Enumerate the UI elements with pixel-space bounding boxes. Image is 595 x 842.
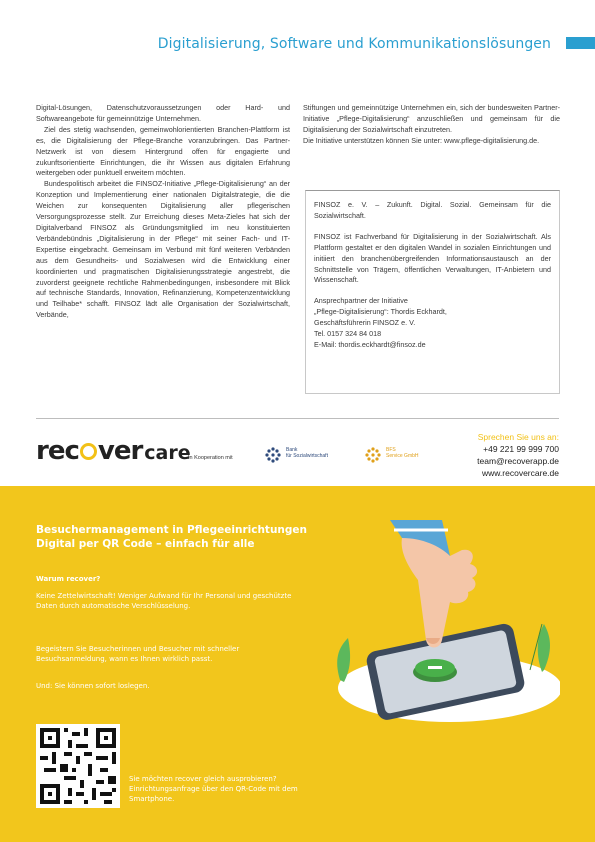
info-box-intro: FINSOZ e. V. – Zukunft. Digital. Sozial. Gemeinsam für die Sozialwirtschaft. [314,200,551,220]
contact-phone: Tel. 0157 324 84 018 [314,329,382,339]
bfs-logo-icon [364,446,382,464]
contact-heading: Sprechen Sie uns an: [477,432,559,442]
contact-website[interactable]: www.recovercare.de [481,468,559,478]
info-box-body: FINSOZ ist Fachverband für Digitalisierung in der Sozialwirtschaft. Als Plattform gestaltet er den digitalen Wandel in sozialen Einrichtungen und initiiert den branchenübergreifenden Informationsaustausch an der Schnittstelle von Trägern, öffentlichen Verwaltungen, IT-Anbietern und Wissenschaft. [314,231,551,285]
ad-paragraph: Und: Sie können sofort loslegen. [36,682,150,690]
article-right-column [303,103,560,147]
hand-smartphone-illustration [330,520,560,730]
article-paragraph: Stiftungen und gemeinnützige Unternehmen ein, sich der bundesweiten Partner-Initiative „Pflege-Digitalisierung“ anzuschließen und gemeinsam für die Digitalisierung der Sozialwirtschaft einzutreten. [303,103,560,134]
page-header-title: Digitalisierung, Software und Kommunikationslösungen [157,36,551,52]
article-paragraph: Ziel des stetig wachsenden, gemeinwohlorientierten Branchen-Plattform ist es, die Digitalisierung der Pflege-Branche voranzubringen. Das Partner-Netzwerk ist von diesem Hintergrund offen für engagierte und zukunftsorientierte Einrichtungen, die ihr Wissen aus digitalen Erfahrung weitergeben oder punktuell erweitern möchten. [36,124,290,178]
section-divider [36,418,559,419]
ad-paragraph: Keine Zettelwirtschaft! Weniger Aufwand für Ihr Personal und geschützte Daten durch automatische Verschlüsselung. [36,592,292,610]
article-paragraph: Die Initiative unterstützen können Sie unter: www.pflege-digitalisierung.de. [303,135,540,145]
contact-line: Geschäftsführerin FINSOZ e. V. [314,318,416,328]
article-paragraph: Digital-Lösungen, Datenschutzvoraussetzungen oder Hard- und Softwareangebote für gemeinnützige Unternehmen. [36,103,290,123]
contact-email[interactable]: E-Mail: thordis.eckhardt@finsoz.de [314,339,426,349]
ad-subheading: Warum recover? [36,575,101,583]
finsoz-info-box [305,190,560,394]
contact-title: Ansprechpartner der Initiative [314,296,408,306]
ad-headline: Besuchermanagement in Pflegeeinrichtungen Digital per QR Code – einfach für alle [36,524,308,550]
contact-phone[interactable]: +49 221 99 999 700 [483,444,559,454]
ad-paragraph: Begeistern Sie Besucherinnen und Besucher​ mit schneller Besuchsanmeldung, wann es Ihnen wirklich passt. [36,645,240,663]
article-paragraph: Bundespolitisch arbeitet die FINSOZ-Initiative „Pflege-Digitalisierung“ an der Konzeption und Implementierung einer nationalen Digitalstrategie, die die Weichen zur konsequenten Digitalisierung aller pflegerischen Versorgungsprozesse stellt. Zur Erreichung dieses Meta-Zieles hat sich der Digitalverband FINSOZ als Gründungsmitglied im neu konstituierten Verbändebündnis „Digitalisierung in der Pflege“ mit seiner Fach- und IT-Expertise eingebracht. Gemeinsam im Verbund mit fünf weiteren Verbänden aus dem Gesundheits- und Sozialwesen wird die Entwicklung einer koordinierten und pragmatischen Digitalisierungsstrategie angestrebt, die zuvorderst geeignete rechtliche Rahmenbedingungen, insbesondere mit Blick auf technische Standards, Innovation, Refinanzierung, Kompetenzentwicklung und Teilhabe* schafft. FINSOZ lädt alle Organisation der Sozialwirtschaft, Verbände, [36,179,290,320]
ad-contact-block [477,431,559,479]
contact-line: „Pflege-Digitalisierung“: Thordis Eckhardt, [314,307,447,317]
contact-email[interactable]: team@recoverapp.de [477,456,559,466]
recover-care-logo: rec ver care [36,436,191,466]
bank-logo-icon [264,446,282,464]
qr-code-icon[interactable] [36,724,120,808]
cooperation-label: In Kooperation mit [188,455,233,461]
qr-caption: Sie möchten recover gleich ausprobieren? Einrichtungsanfrage über den QR-Code mit dem Smartphone. [129,775,298,803]
article-left-column [36,103,290,321]
header-accent-bar [566,37,595,49]
info-box-contact [314,296,551,351]
logo-o-ring-icon [80,443,97,460]
